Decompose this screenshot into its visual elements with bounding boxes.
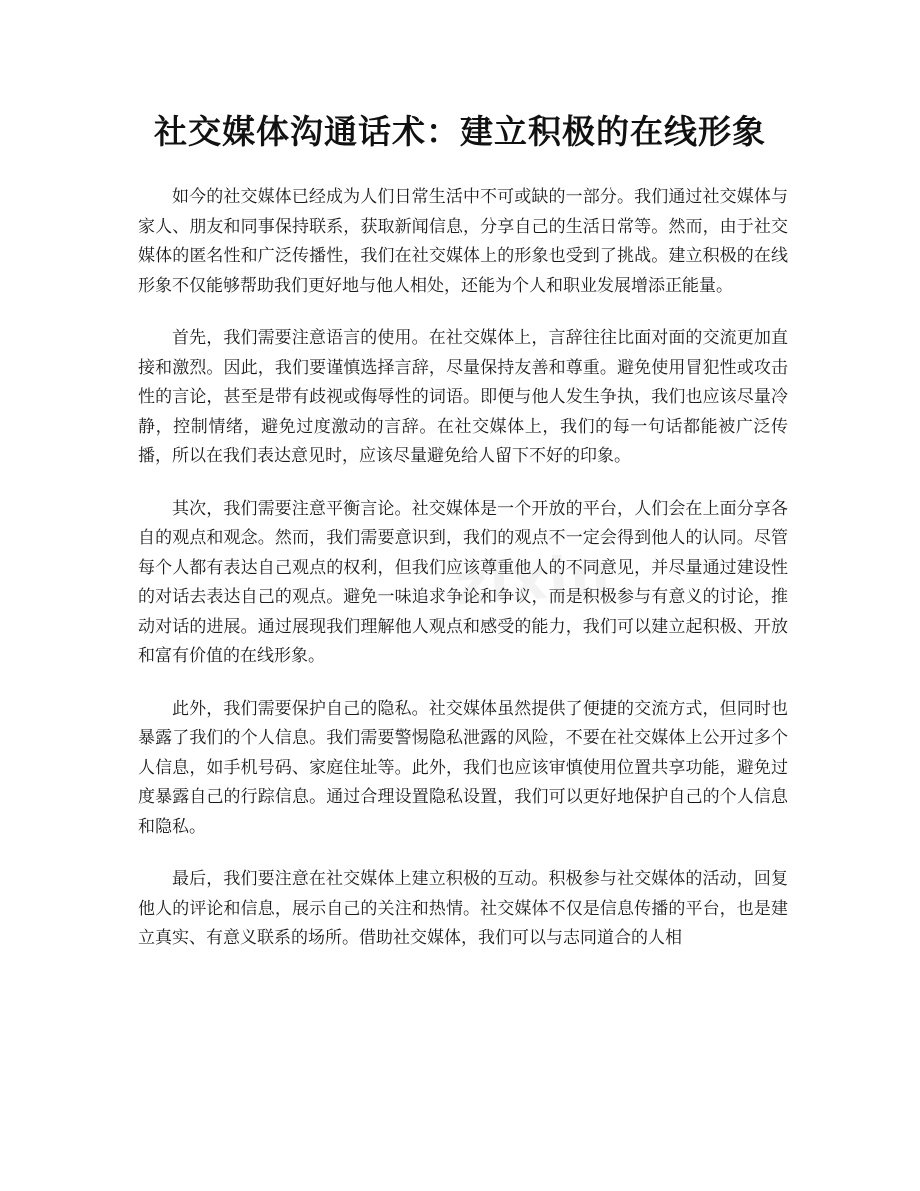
paragraph-privacy: 此外，我们需要保护自己的隐私。社交媒体虽然提供了便捷的交流方式，但同时也暴露了我们的个人信息。我们需要警惕隐私泄露的风险，不要在社交媒体上公开过多个人信息，如手机号码、家庭住址等。此外，我们也应该审慎使用位置共享功能，避免过度暴露自己的行踪信息。通过合理设置隐私设置，我们可以更好地保护自己的个人信息和隐私。 — [138, 698, 788, 837]
paragraph-language: 首先，我们需要注意语言的使用。在社交媒体上，言辞往往比面对面的交流更加直接和激烈。因此，我们要谨慎选择言辞，尽量保持友善和尊重。避免使用冒犯性或攻击性的言论，甚至是带有歧视或侮辱性的词语。即便与他人发生争执，我们也应该尽量冷静，控制情绪，避免过度激动的言辞。在社交媒体上，我们的每一句话都能被广泛传播，所以在我们表达意见时，应该尽量避免给人留下不好的印象。 — [138, 328, 788, 466]
document-title: 社交媒体沟通话术：建立积极的在线形象 — [154, 112, 766, 151]
paragraph-balance: 其次，我们需要注意平衡言论。社交媒体是一个开放的平台，人们会在上面分享各自的观点和观念。然而，我们需要意识到，我们的观点不一定会得到他人的认同。尽管每个人都有表达自己观点的权利，但我们应该尊重他人的不同意见，并尽量通过建设性的对话去表达自己的观点。避免一味追求争论和争议，而是积极参与有意义的讨论，推动对话的进展。通过展现我们理解他人观点和感受的能力，我们可以建立起积极、开放和富有价值的在线形象。 — [138, 498, 788, 666]
watermark: zixin — [452, 542, 615, 619]
paragraph-interaction: 最后，我们要注意在社交媒体上建立积极的互动。积极参与社交媒体的活动，回复他人的评论和信息，展示自己的关注和热情。社交媒体不仅是信息传播的平台，也是建立真实、有意义联系的场所。借助社交媒体，我们可以与志同道合的人相 — [138, 869, 788, 948]
paragraph-intro: 如今的社交媒体已经成为人们日常生活中不可或缺的一部分。我们通过社交媒体与家人、朋友和同事保持联系，获取新闻信息，分享自己的生活日常等。然而，由于社交媒体的匿名性和广泛传播性，我们在社交媒体上的形象也受到了挑战。建立积极的在线形象不仅能够帮助我们更好地与他人相处，还能为个人和职业发展增添正能量。 — [138, 187, 788, 296]
document-body — [138, 183, 788, 977]
